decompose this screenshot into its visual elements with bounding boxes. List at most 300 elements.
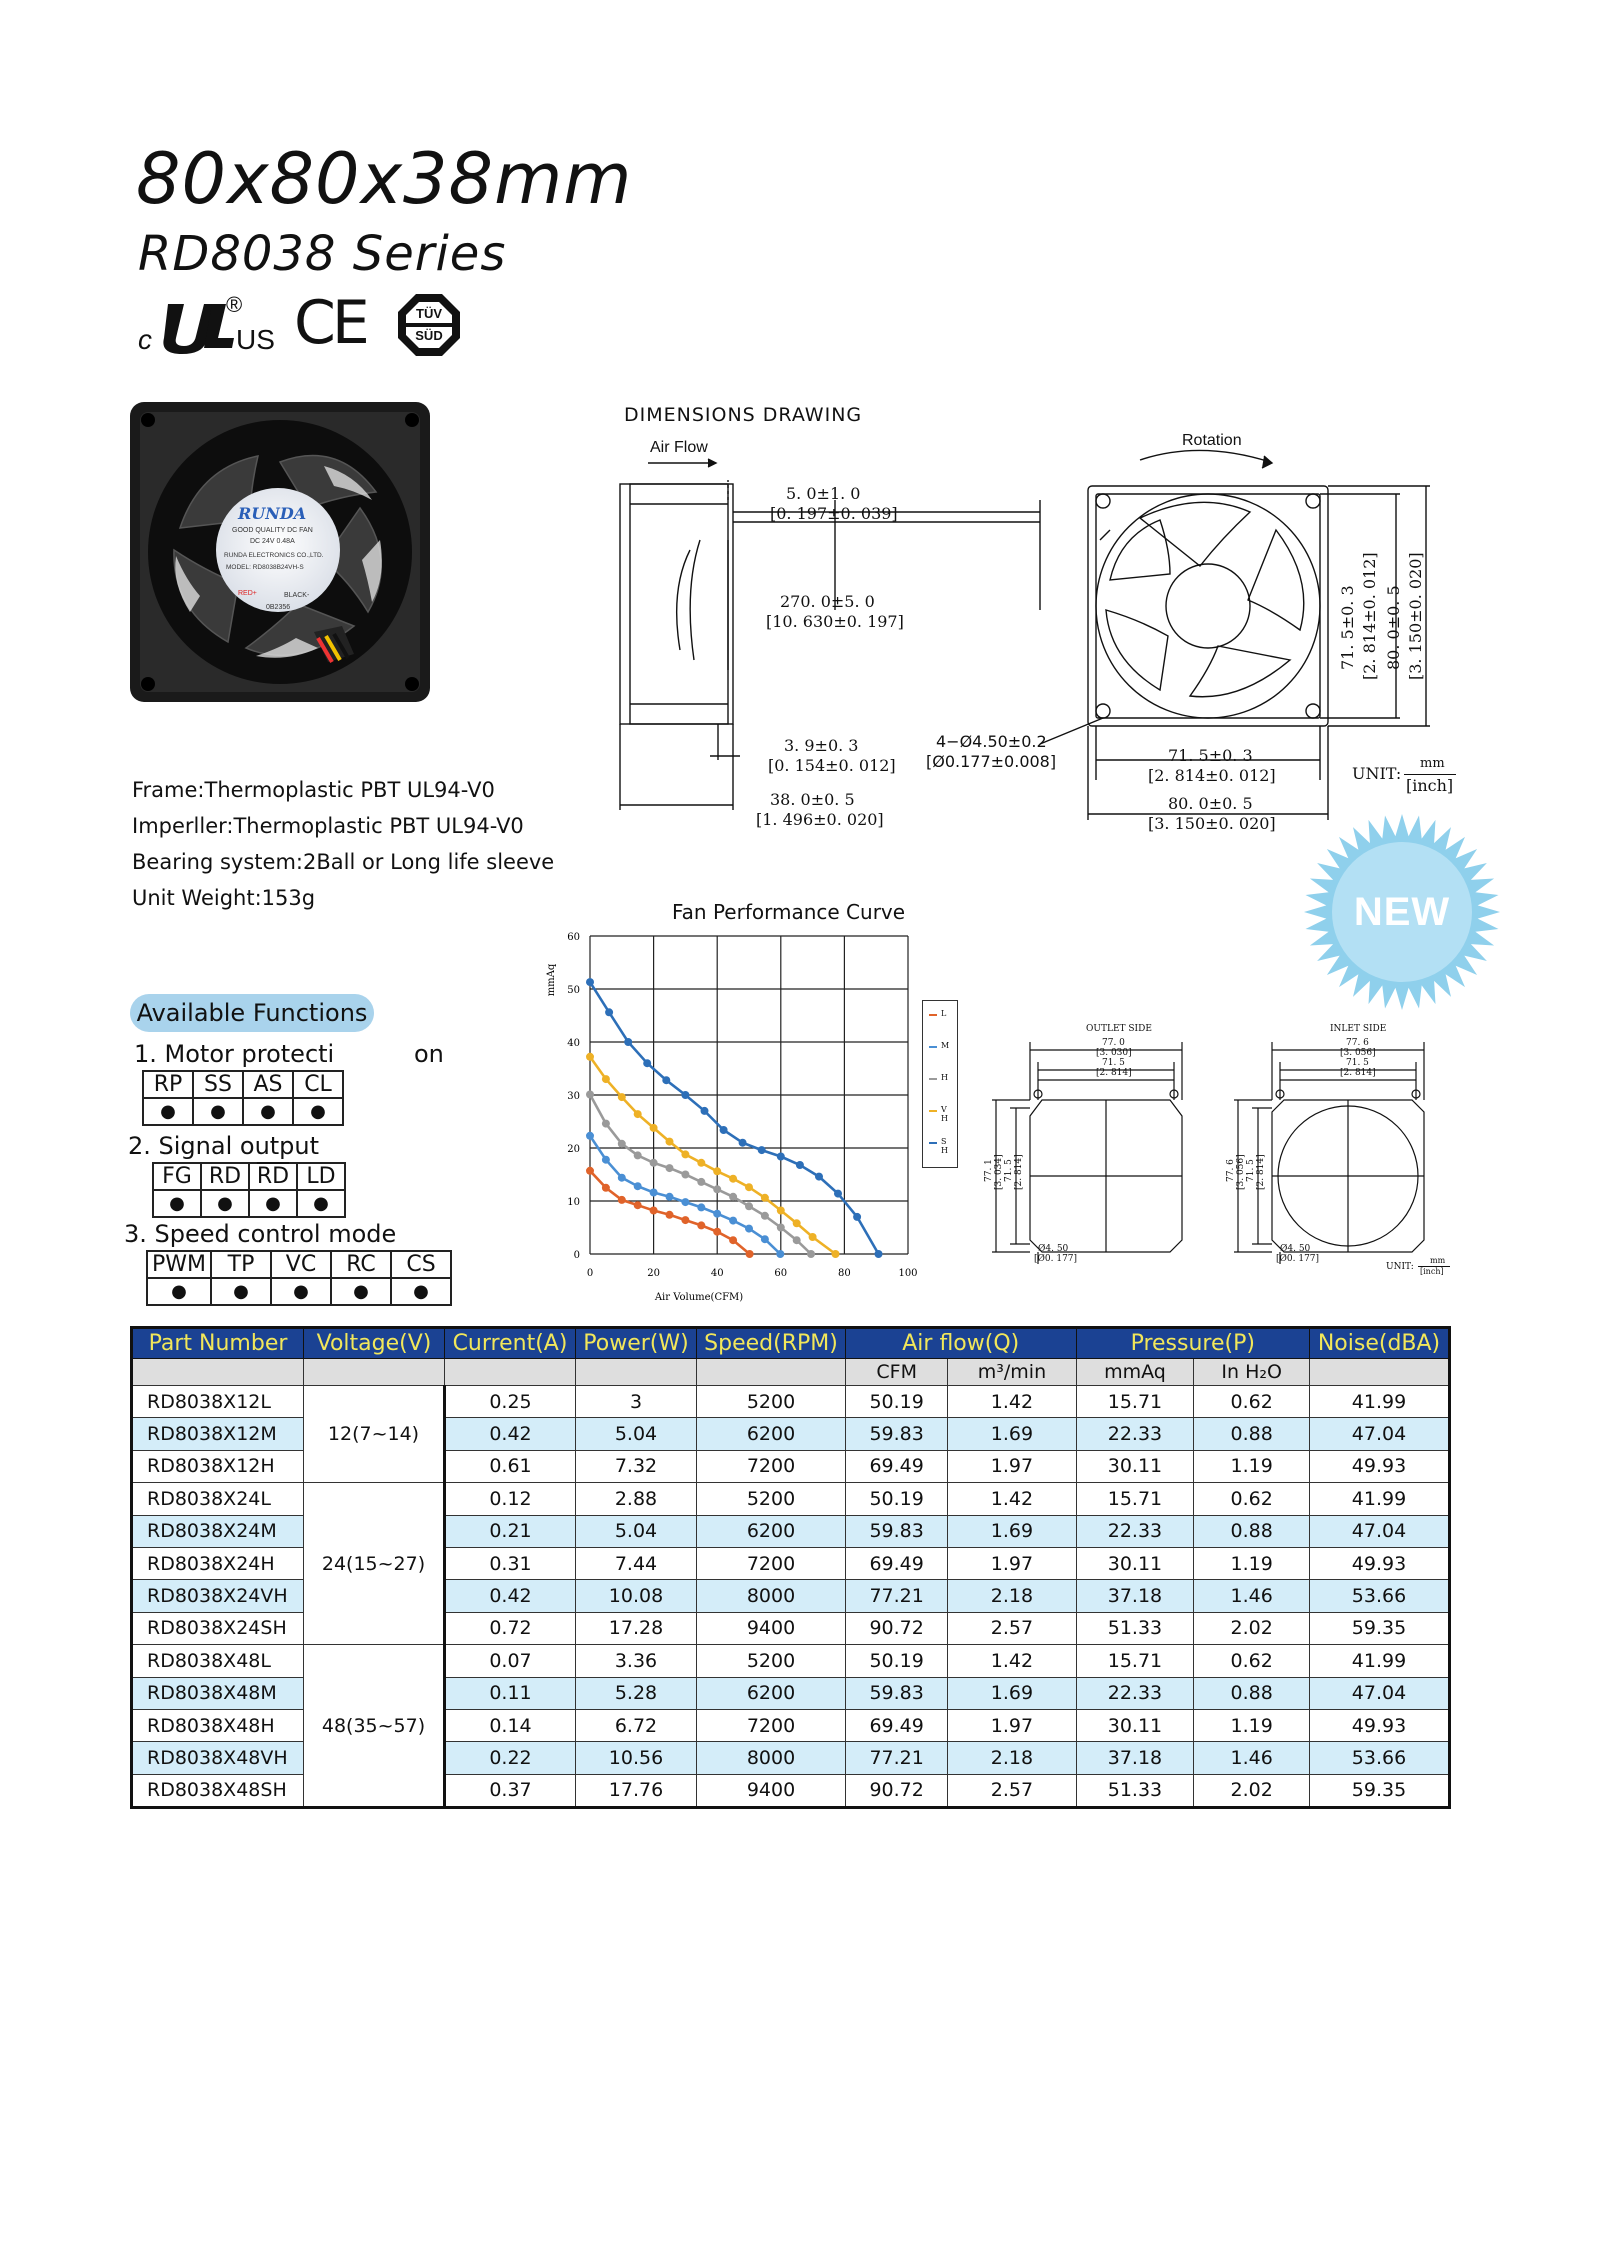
- cell-mmaq: 30.11: [1076, 1547, 1194, 1579]
- data-point-sh: [875, 1250, 883, 1258]
- ul-c: c: [138, 324, 152, 355]
- cell-pn: RD8038X24H: [132, 1547, 304, 1579]
- voltage-cell: 24(15~27): [304, 1483, 445, 1645]
- cell-m3: 1.42: [948, 1483, 1076, 1515]
- data-point-l: [666, 1211, 674, 1219]
- data-point-h: [777, 1224, 785, 1232]
- data-point-m: [729, 1217, 737, 1225]
- speed-control-title: 3. Speed control mode: [124, 1220, 397, 1248]
- data-point-sh: [643, 1059, 651, 1067]
- inlet-hole-inch: [Ø0. 177]: [1276, 1254, 1320, 1264]
- cell-cur: 0.72: [445, 1612, 576, 1644]
- cell-cfm: 69.49: [846, 1547, 948, 1579]
- cell-pn: RD8038X24M: [132, 1515, 304, 1547]
- data-point-h: [634, 1151, 642, 1159]
- dim-lead-length-inch: [10. 630±0. 197]: [766, 612, 904, 631]
- cell-pow: 2.88: [576, 1483, 697, 1515]
- inlet-hole: Ø4. 50: [1280, 1244, 1311, 1254]
- dim-vert-width: 80. 0±0. 5: [1384, 585, 1403, 670]
- data-point-vh: [650, 1124, 658, 1132]
- signal-output-title: 2. Signal output: [128, 1132, 320, 1160]
- fan-label-black: BLACK-: [284, 592, 310, 599]
- legend-item: [927, 1073, 955, 1097]
- cell-mmaq: 37.18: [1076, 1742, 1194, 1774]
- table-row: [132, 1483, 1450, 1515]
- outlet-h1i: [3. 034]: [994, 1154, 1004, 1190]
- th-noise: Noise(dBA): [1310, 1328, 1450, 1359]
- data-point-m: [586, 1132, 594, 1140]
- cell-m3: 1.69: [948, 1515, 1076, 1547]
- th-voltage: Voltage(V): [304, 1328, 445, 1359]
- spec-weight: Unit Weight:153g: [132, 886, 316, 910]
- cell-pow: 17.28: [576, 1612, 697, 1644]
- dim-hole-pitch-inch: [2. 814±0. 012]: [1148, 766, 1276, 785]
- cell-inh2o: 0.62: [1194, 1645, 1310, 1677]
- data-point-m: [761, 1235, 769, 1243]
- cell-spd: 5200: [697, 1483, 846, 1515]
- y-tick-label: 40: [567, 1038, 580, 1049]
- cell-spd: 5200: [697, 1386, 846, 1418]
- data-point-vh: [832, 1250, 840, 1258]
- cell-pow: 10.08: [576, 1580, 697, 1612]
- unit-mm: mm: [1420, 756, 1445, 771]
- data-point-vh: [681, 1150, 689, 1158]
- ce-logo: CE: [294, 288, 366, 358]
- dim-depth-inch: [1. 496±0. 020]: [756, 810, 884, 829]
- data-point-vh: [745, 1183, 753, 1191]
- data-point-sh: [796, 1161, 804, 1169]
- cell-m3: 1.42: [948, 1645, 1076, 1677]
- th-pressure: Pressure(P): [1076, 1328, 1309, 1359]
- data-point-sh: [739, 1139, 747, 1147]
- data-point-m: [776, 1250, 784, 1258]
- cell-pow: 7.44: [576, 1547, 697, 1579]
- data-point-vh: [729, 1175, 737, 1183]
- fn-col: RP: [143, 1071, 193, 1098]
- outlet-h2-wrap: [1004, 1159, 1014, 1182]
- data-point-l: [618, 1196, 626, 1204]
- inlet-h1i: [3. 056]: [1236, 1154, 1246, 1190]
- y-tick-label: 10: [567, 1197, 580, 1208]
- inlet-w1i: [3. 056]: [1340, 1048, 1376, 1058]
- dim-vert-width-inch: [3. 150±0. 020]: [1406, 552, 1425, 680]
- data-point-sh: [681, 1091, 689, 1099]
- series-line-sh: [590, 982, 879, 1254]
- y-tick-label: 20: [567, 1144, 580, 1155]
- fn-col: SS: [193, 1071, 243, 1098]
- x-tick-label: 100: [898, 1268, 918, 1279]
- dim-vert-pitch-mm: 71. 5±0. 3: [1338, 585, 1357, 670]
- new-badge-text: NEW: [1353, 890, 1451, 934]
- motor-protection-table: [142, 1070, 344, 1126]
- data-point-vh: [809, 1233, 817, 1241]
- sub-empty: [304, 1359, 445, 1386]
- inlet-h2i-wrap: [1256, 1154, 1266, 1190]
- fan-label-line2: DC 24V 0.48A: [250, 538, 295, 545]
- cell-pow: 6.72: [576, 1709, 697, 1741]
- inlet-h2: 71. 5: [1246, 1159, 1256, 1182]
- cell-spd: 7200: [697, 1450, 846, 1482]
- data-point-h: [618, 1140, 626, 1148]
- fn-dot: ●: [391, 1278, 451, 1305]
- page-title: 80x80x38mm: [136, 138, 633, 220]
- data-point-vh: [761, 1194, 769, 1202]
- unit-divider: [1404, 774, 1456, 775]
- fn-dot: ●: [193, 1098, 243, 1125]
- tuv-bottom: SÜD: [415, 328, 443, 343]
- inlet-w2i: [2. 814]: [1340, 1068, 1376, 1078]
- ul-mark-icon: [156, 298, 236, 354]
- cell-pow: 10.56: [576, 1742, 697, 1774]
- legend-item: [927, 1105, 955, 1129]
- cell-m3: 1.42: [948, 1386, 1076, 1418]
- cell-noise: 47.04: [1310, 1677, 1450, 1709]
- fn-col: FG: [153, 1163, 201, 1190]
- cell-pow: 7.32: [576, 1450, 697, 1482]
- outlet-h2i-wrap: [1014, 1154, 1024, 1190]
- data-point-h: [713, 1185, 721, 1193]
- x-tick-label: 0: [586, 1268, 594, 1279]
- cell-mmaq: 30.11: [1076, 1450, 1194, 1482]
- tuv-top: TÜV: [416, 306, 442, 321]
- legend-swatch: [929, 1110, 937, 1112]
- fan-label-line1: GOOD QUALITY DC FAN: [232, 527, 313, 534]
- inlet-h1: 77. 6: [1226, 1159, 1236, 1182]
- data-point-m: [634, 1182, 642, 1190]
- motor-protection-title-end: on: [414, 1040, 444, 1068]
- cell-inh2o: 0.88: [1194, 1418, 1310, 1450]
- data-point-h: [681, 1171, 689, 1179]
- cell-cur: 0.37: [445, 1774, 576, 1807]
- unit-inch: [inch]: [1406, 776, 1454, 795]
- fan-label-code: 0B2356: [266, 604, 291, 611]
- fn-dot: ●: [271, 1278, 331, 1305]
- data-point-m: [745, 1225, 753, 1233]
- data-point-sh: [605, 1008, 613, 1016]
- dim-width: 80. 0±0. 5: [1168, 794, 1253, 813]
- cell-noise: 41.99: [1310, 1645, 1450, 1677]
- data-point-vh: [586, 1053, 594, 1061]
- dim-lead-offset-inch: [0. 197±0. 039]: [770, 504, 898, 523]
- legend-swatch: [929, 1046, 937, 1048]
- legend-swatch: [929, 1078, 937, 1080]
- dim-holes-inch: [Ø0.177±0.008]: [926, 752, 1057, 771]
- fan-label-line3: RUNDA ELECTRONICS CO.,LTD.: [224, 552, 324, 559]
- inlet-h2-wrap: [1246, 1159, 1256, 1182]
- cell-inh2o: 1.19: [1194, 1547, 1310, 1579]
- cell-inh2o: 2.02: [1194, 1774, 1310, 1807]
- fn-dot: ●: [297, 1190, 345, 1217]
- cell-inh2o: 0.88: [1194, 1515, 1310, 1547]
- table-row: [132, 1386, 1450, 1418]
- cell-m3: 1.69: [948, 1418, 1076, 1450]
- fn-col: RC: [331, 1251, 391, 1278]
- tuv-octagon-icon: [396, 292, 462, 358]
- cell-pn: RD8038X48M: [132, 1677, 304, 1709]
- new-badge: [1302, 812, 1502, 1012]
- th-part-number: Part Number: [132, 1328, 304, 1359]
- dimensions-heading: DIMENSIONS DRAWING: [624, 404, 863, 426]
- table-header-row: [132, 1328, 1450, 1359]
- outlet-side: [986, 1016, 1196, 1276]
- cell-pn: RD8038X12H: [132, 1450, 304, 1482]
- inlet-h1-wrap: [1226, 1159, 1236, 1182]
- x-tick-label: 20: [647, 1268, 660, 1279]
- outlet-hole-inch: [Ø0. 177]: [1034, 1254, 1078, 1264]
- fn-col: TP: [211, 1251, 271, 1278]
- legend-label: M: [941, 1041, 950, 1050]
- data-point-vh: [793, 1219, 801, 1227]
- sub-empty: [132, 1359, 304, 1386]
- cell-cfm: 59.83: [846, 1515, 948, 1547]
- cell-pn: RD8038X48H: [132, 1709, 304, 1741]
- cell-cur: 0.07: [445, 1645, 576, 1677]
- data-point-h: [793, 1236, 801, 1244]
- inlet-title: INLET SIDE: [1330, 1024, 1387, 1034]
- fn-dot: ●: [243, 1098, 293, 1125]
- x-tick-label: 80: [838, 1268, 851, 1279]
- data-point-h: [745, 1202, 753, 1210]
- dim-lead-offset: 5. 0±1. 0: [786, 484, 861, 503]
- cell-inh2o: 0.62: [1194, 1386, 1310, 1418]
- cell-pow: 3: [576, 1386, 697, 1418]
- data-point-sh: [853, 1213, 861, 1221]
- data-point-m: [618, 1174, 626, 1182]
- cell-cur: 0.61: [445, 1450, 576, 1482]
- data-point-h: [666, 1164, 674, 1172]
- dim-vert-pitch-inch: [2. 814±0. 012]: [1360, 552, 1379, 680]
- cell-cfm: 50.19: [846, 1645, 948, 1677]
- fn-dot: ●: [201, 1190, 249, 1217]
- cell-spd: 9400: [697, 1774, 846, 1807]
- cell-mmaq: 15.71: [1076, 1645, 1194, 1677]
- cell-noise: 49.93: [1310, 1450, 1450, 1482]
- cell-pn: RD8038X12L: [132, 1386, 304, 1418]
- cell-cur: 0.31: [445, 1547, 576, 1579]
- data-point-h: [602, 1120, 610, 1128]
- cell-pow: 5.04: [576, 1418, 697, 1450]
- th-power: Power(W): [576, 1328, 697, 1359]
- cell-inh2o: 1.19: [1194, 1450, 1310, 1482]
- cell-cur: 0.22: [445, 1742, 576, 1774]
- data-point-sh: [701, 1107, 709, 1115]
- available-functions-heading: Available Functions: [130, 994, 374, 1032]
- data-point-vh: [777, 1207, 785, 1215]
- cell-cfm: 69.49: [846, 1709, 948, 1741]
- cell-noise: 41.99: [1310, 1483, 1450, 1515]
- fn-col: LD: [297, 1163, 345, 1190]
- cell-pow: 3.36: [576, 1645, 697, 1677]
- data-point-m: [697, 1203, 705, 1211]
- outlet-drawing: [986, 1016, 1196, 1276]
- cell-noise: 47.04: [1310, 1418, 1450, 1450]
- fn-col: CL: [293, 1071, 343, 1098]
- data-point-vh: [602, 1075, 610, 1083]
- inlet-unit: UNIT:: [1386, 1262, 1414, 1272]
- data-point-h: [729, 1193, 737, 1201]
- inlet-unit-inch: [inch]: [1420, 1267, 1444, 1276]
- cell-noise: 59.35: [1310, 1774, 1450, 1807]
- table-subheader-row: [132, 1359, 1450, 1386]
- data-point-l: [713, 1228, 721, 1236]
- legend-swatch: [929, 1142, 937, 1144]
- cell-pn: RD8038X48SH: [132, 1774, 304, 1807]
- dim-rib: 3. 9±0. 3: [784, 736, 859, 755]
- inlet-h1i-wrap: [1236, 1154, 1246, 1190]
- series-title: RD8038 Series: [138, 226, 507, 282]
- data-point-h: [650, 1159, 658, 1167]
- cell-noise: 53.66: [1310, 1580, 1450, 1612]
- outlet-h1i-wrap: [994, 1154, 1004, 1190]
- cell-inh2o: 0.88: [1194, 1677, 1310, 1709]
- data-point-m: [681, 1198, 689, 1206]
- sub-empty: [697, 1359, 846, 1386]
- cell-spd: 7200: [697, 1547, 846, 1579]
- spec-frame: Frame:Thermoplastic PBT UL94-V0: [132, 778, 495, 802]
- data-point-m: [666, 1193, 674, 1201]
- cell-pn: RD8038X48VH: [132, 1742, 304, 1774]
- cell-m3: 1.69: [948, 1677, 1076, 1709]
- data-point-h: [586, 1091, 594, 1099]
- data-point-vh: [634, 1110, 642, 1118]
- y-tick-label: 0: [573, 1250, 580, 1261]
- cell-cur: 0.11: [445, 1677, 576, 1709]
- motor-protection-title: 1. Motor protecti: [134, 1040, 335, 1068]
- chart-title: Fan Performance Curve: [672, 900, 906, 924]
- cell-pn: RD8038X12M: [132, 1418, 304, 1450]
- cell-spd: 8000: [697, 1580, 846, 1612]
- voltage-cell: 48(35~57): [304, 1645, 445, 1808]
- outlet-h1: 77. 1: [984, 1159, 994, 1182]
- legend-item: [927, 1009, 955, 1033]
- y-tick-label: 30: [567, 1091, 580, 1102]
- cell-cfm: 59.83: [846, 1677, 948, 1709]
- cell-m3: 2.18: [948, 1580, 1076, 1612]
- data-point-l: [634, 1201, 642, 1209]
- speed-control-table: [146, 1250, 452, 1306]
- data-point-sh: [586, 978, 594, 986]
- outlet-w1: 77. 0: [1102, 1038, 1125, 1048]
- data-point-sh: [720, 1126, 728, 1134]
- fn-col: AS: [243, 1071, 293, 1098]
- fan-photo: [128, 400, 432, 704]
- outlet-h2i: [2. 814]: [1014, 1154, 1024, 1190]
- cell-mmaq: 51.33: [1076, 1774, 1194, 1807]
- cell-m3: 2.57: [948, 1774, 1076, 1807]
- fan-label-red: RED+: [238, 590, 257, 597]
- x-axis-label: Air Volume(CFM): [654, 1292, 744, 1302]
- legend-item: [927, 1041, 955, 1065]
- cell-m3: 1.97: [948, 1547, 1076, 1579]
- data-point-sh: [662, 1076, 670, 1084]
- data-point-sh: [834, 1190, 842, 1198]
- fn-col: CS: [391, 1251, 451, 1278]
- cell-noise: 49.93: [1310, 1709, 1450, 1741]
- data-point-sh: [815, 1173, 823, 1181]
- data-point-l: [650, 1207, 658, 1215]
- cell-spd: 5200: [697, 1645, 846, 1677]
- ul-registered: ®: [226, 292, 243, 317]
- chart-legend: [922, 1000, 958, 1168]
- cell-cfm: 77.21: [846, 1580, 948, 1612]
- legend-swatch: [929, 1014, 937, 1016]
- table-row: [132, 1645, 1450, 1677]
- cell-noise: 53.66: [1310, 1742, 1450, 1774]
- inlet-unit-mm: mm: [1430, 1256, 1446, 1265]
- data-point-sh: [777, 1153, 785, 1161]
- tuv-logo: [396, 292, 462, 358]
- cell-m3: 1.97: [948, 1450, 1076, 1482]
- data-point-vh: [713, 1167, 721, 1175]
- data-point-sh: [624, 1038, 632, 1046]
- cell-spd: 8000: [697, 1742, 846, 1774]
- inlet-drawing: [1226, 1016, 1476, 1276]
- cell-noise: 41.99: [1310, 1386, 1450, 1418]
- cell-pow: 17.76: [576, 1774, 697, 1807]
- dim-hole-pitch: 71. 5±0. 3: [1168, 746, 1253, 765]
- outlet-w2i: [2. 814]: [1096, 1068, 1132, 1078]
- cell-cur: 0.25: [445, 1386, 576, 1418]
- fn-dot: ●: [211, 1278, 271, 1305]
- outlet-w1i: [3. 030]: [1096, 1048, 1132, 1058]
- cell-cur: 0.21: [445, 1515, 576, 1547]
- spec-table: [130, 1326, 1451, 1809]
- cell-inh2o: 1.46: [1194, 1580, 1310, 1612]
- dim-holes: 4−Ø4.50±0.2: [936, 732, 1047, 751]
- cell-m3: 2.57: [948, 1612, 1076, 1644]
- data-point-l: [697, 1221, 705, 1229]
- dim-width-inch: [3. 150±0. 020]: [1148, 814, 1276, 833]
- data-point-m: [713, 1210, 721, 1218]
- cell-mmaq: 15.71: [1076, 1483, 1194, 1515]
- data-point-vh: [618, 1093, 626, 1101]
- data-point-l: [681, 1216, 689, 1224]
- data-point-sh: [758, 1146, 766, 1154]
- fan-label-line4: MODEL: RD8038B24VH-S: [226, 564, 304, 571]
- fn-dot: ●: [147, 1278, 211, 1305]
- outlet-title: OUTLET SIDE: [1086, 1024, 1152, 1034]
- cell-pn: RD8038X24VH: [132, 1580, 304, 1612]
- legend-label: L: [941, 1009, 947, 1018]
- sub-empty: [1310, 1359, 1450, 1386]
- cell-m3: 2.18: [948, 1742, 1076, 1774]
- cell-mmaq: 22.33: [1076, 1677, 1194, 1709]
- dim-lead-length: 270. 0±5. 0: [780, 592, 875, 611]
- cell-cur: 0.42: [445, 1418, 576, 1450]
- cell-noise: 49.93: [1310, 1547, 1450, 1579]
- legend-item: [927, 1137, 955, 1161]
- data-point-h: [761, 1212, 769, 1220]
- cell-pn: RD8038X24SH: [132, 1612, 304, 1644]
- signal-output-table: [152, 1162, 346, 1218]
- ul-logo: [138, 292, 275, 358]
- y-tick-label: 50: [567, 985, 580, 996]
- cell-pn: RD8038X48L: [132, 1645, 304, 1677]
- data-point-l: [586, 1167, 594, 1175]
- data-point-l: [602, 1184, 610, 1192]
- outlet-h2: 71. 5: [1004, 1159, 1014, 1182]
- outlet-h1-wrap: [984, 1159, 994, 1182]
- cell-cfm: 90.72: [846, 1612, 948, 1644]
- cell-cfm: 59.83: [846, 1418, 948, 1450]
- legend-label: H: [941, 1073, 948, 1082]
- spec-bearing: Bearing system:2Ball or Long life sleeve: [132, 850, 555, 874]
- sub-empty: [576, 1359, 697, 1386]
- fn-dot: ●: [153, 1190, 201, 1217]
- cell-cfm: 50.19: [846, 1483, 948, 1515]
- sub-cfm: CFM: [846, 1359, 948, 1386]
- voltage-cell: 12(7~14): [304, 1386, 445, 1483]
